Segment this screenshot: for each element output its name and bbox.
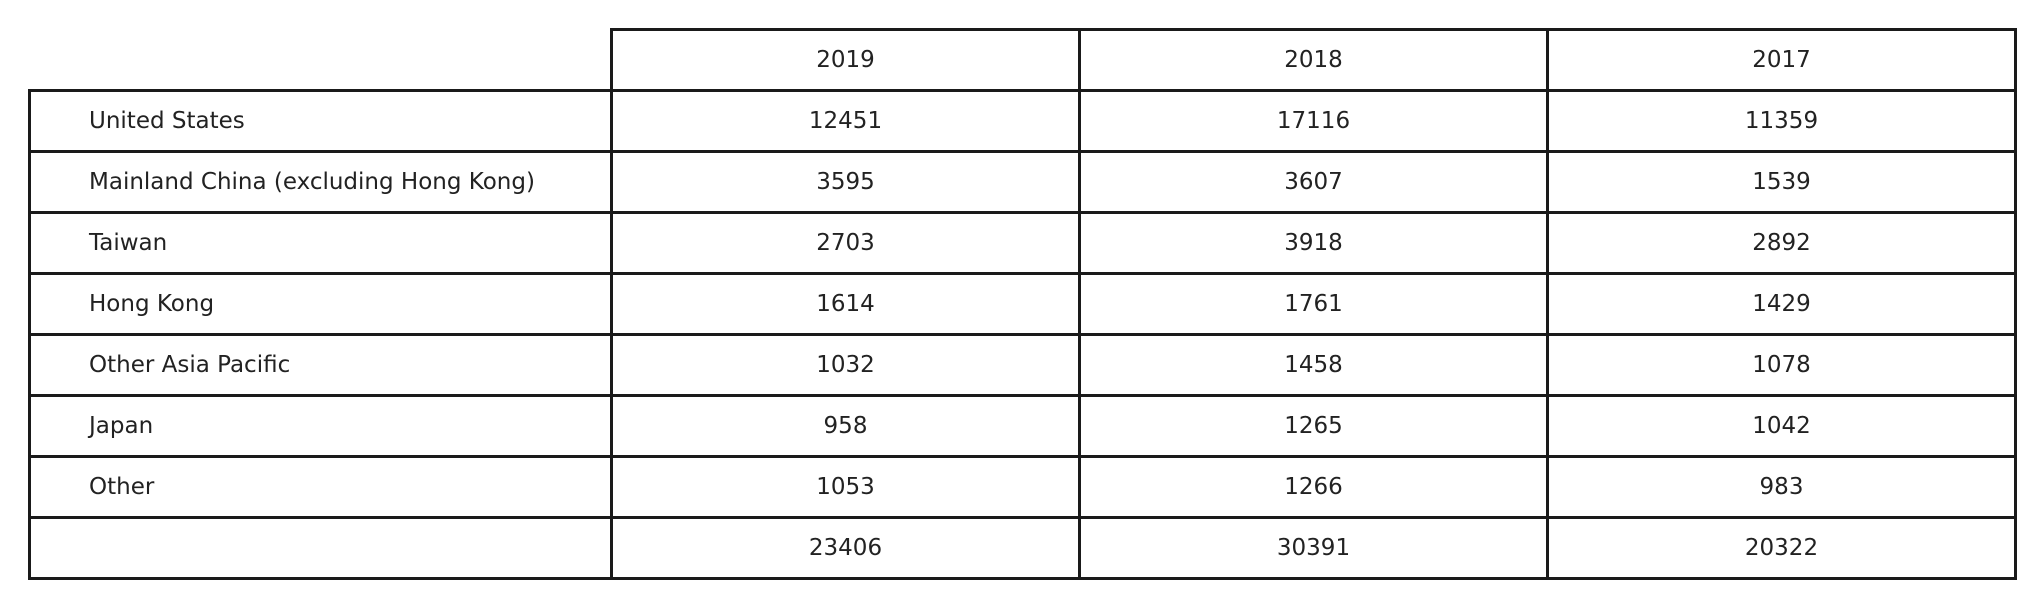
cell-value: 17116 [1080, 91, 1548, 152]
total-label [30, 518, 612, 579]
cell-value: 983 [1548, 457, 2016, 518]
total-value: 30391 [1080, 518, 1548, 579]
revenue-by-region-table [28, 28, 2017, 580]
cell-value: 2892 [1548, 213, 2016, 274]
header-year-2018: 2018 [1080, 30, 1548, 91]
cell-value: 1078 [1548, 335, 2016, 396]
cell-value: 11359 [1548, 91, 2016, 152]
row-label: United States [30, 91, 612, 152]
cell-value: 1053 [612, 457, 1080, 518]
row-label: Other Asia Pacific [30, 335, 612, 396]
table-row [30, 213, 2016, 274]
cell-value: 1458 [1080, 335, 1548, 396]
header-year-2017: 2017 [1548, 30, 2016, 91]
total-row [30, 518, 2016, 579]
table-row [30, 335, 2016, 396]
cell-value: 3918 [1080, 213, 1548, 274]
cell-value: 1266 [1080, 457, 1548, 518]
total-value: 20322 [1548, 518, 2016, 579]
cell-value: 1761 [1080, 274, 1548, 335]
cell-value: 1539 [1548, 152, 2016, 213]
cell-value: 1614 [612, 274, 1080, 335]
table-row [30, 396, 2016, 457]
total-value: 23406 [612, 518, 1080, 579]
header-row [30, 30, 2016, 91]
row-label: Mainland China (excluding Hong Kong) [30, 152, 612, 213]
cell-value: 1265 [1080, 396, 1548, 457]
data-table [28, 28, 2017, 580]
table-row [30, 152, 2016, 213]
row-label: Taiwan [30, 213, 612, 274]
header-year-2019: 2019 [612, 30, 1080, 91]
cell-value: 1429 [1548, 274, 2016, 335]
cell-value: 958 [612, 396, 1080, 457]
cell-value: 1042 [1548, 396, 2016, 457]
row-label: Hong Kong [30, 274, 612, 335]
cell-value: 1032 [612, 335, 1080, 396]
cell-value: 3607 [1080, 152, 1548, 213]
row-label: Other [30, 457, 612, 518]
row-label: Japan [30, 396, 612, 457]
cell-value: 12451 [612, 91, 1080, 152]
table-row [30, 274, 2016, 335]
table-row [30, 91, 2016, 152]
table-row [30, 457, 2016, 518]
cell-value: 3595 [612, 152, 1080, 213]
cell-value: 2703 [612, 213, 1080, 274]
header-corner-cell [30, 30, 612, 91]
